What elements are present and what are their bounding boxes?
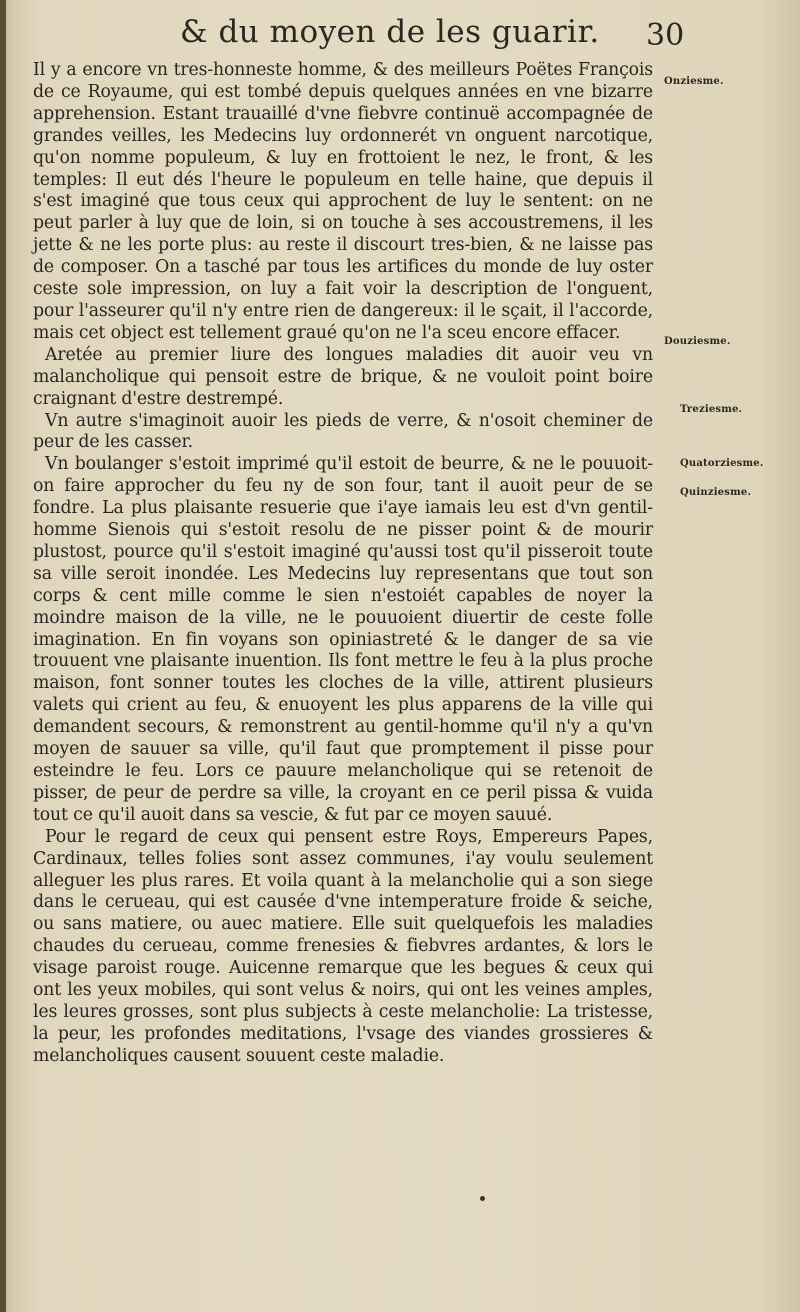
running-title: & du moyen de les guarir. xyxy=(180,14,600,50)
margin-note-quatorziesme: Quatorziesme. xyxy=(680,458,764,469)
binding-edge xyxy=(0,0,6,1312)
margin-note-treziesme: Treziesme. xyxy=(680,404,743,415)
paragraph-baker: Vn boulanger s'estoit imprimé qu'il estoit de beurre, & ne le pouuoit-on faire approcher du feu ny de son four, tant il auoit peur de se fondre. La plus plaisante resuerie que i'aye iamais leu est d'vn gentil-homme Sienois qui s'estoit resolu de ne pisser point & de mourir plustost, pource qu'il s'estoit imaginé qu'aussi tost qu'il pisseroit toute sa ville seroit inondée. Les Medecins luy representans que tout son corps & cent mille comme le sien n'estoiét capables de noyer la moindre maison de la ville, ne le pouuoient diuertir de ceste folle imagination. En fin voyans son opiniastreté & le danger de sa vie trouuent vne plaisante inuention. Ils font mettre le feu à la plus proche maison, font sonner toutes les cloches de la ville, attirent plusieurs valets qui crient au feu, & enuoyent les plus apparens de la ville qui demandent secours, & remonstrent au gentil-homme qu'il n'y a qu'vn moyen de sauuer sa ville, qu'il faut que promptement il pisse pour esteindre le feu. Lors ce pauure melancholique qui se retenoit de pisser, de peur de perdre sa ville, la croyant en ce peril pissa & vuida tout ce qu'il auoit dans sa vescie, & fut par ce moyen sauué. xyxy=(33,454,653,825)
margin-note-douziesme: Douziesme. xyxy=(664,336,731,347)
ink-dot xyxy=(480,1196,485,1201)
page-number: 30 xyxy=(646,18,685,53)
paragraph-aretee: Aretée au premier liure des longues maladies dit auoir veu vn malancholique qui pensoit estre de brique, & ne vouloit point boire craignant d'estre destrempé. xyxy=(33,344,653,409)
paragraph-poet: Il y a encore vn tres-honneste homme, & des meilleurs Poëtes François de ce Royaume, qui est tombé depuis quelques années en vne bizarre apprehension. Estant trauaillé d'vne fiebvre continuë accompagnée de grandes veilles, les Medecins luy ordonnerét vn onguent narcotique, qu'on nomme populeum, & luy en frottoient le nez, le front, & les temples: Il eut dés l'heure le populeum en telle haine, que depuis il s'est imaginé que tous ceux qui approchent de luy le sentent: on ne peut parler à luy que de loin, si on touche à ses accoustremens, il les jette & ne les porte plus: au reste il discourt tres-bien, & ne laisse pas de composer. On a tasché par tous les artifices du monde de luy oster ceste sole impression, on luy a fait voir la description de l'onguent, pour l'asseurer qu'il n'y entre rien de dangereux: il le sçait, il l'accorde, mais cet object est tellement graué qu'on ne l'a sceu encore effacer. xyxy=(33,60,653,343)
paragraph-conclusion: Pour le regard de ceux qui pensent estre Roys, Empereurs Papes, Cardinaux, telles folies sont assez communes, i'ay voulu seulement alleguer les plus rares. Et voila quant à la melancholie qui a son siege dans le cerueau, qui est causée d'vne intemperature froide & seiche, ou sans matiere, ou auec matiere. Elle suit quelquefois les maladies chaudes du cerueau, comme frenesies & fiebvres ardantes, & lors le visage paroist rouge. Auicenne remarque que les begues & ceux qui ont les yeux mobiles, qui sont velus & noirs, qui ont les veines amples, les leures grosses, sont plus subjects à ceste melancholie: La tristesse, la peur, les profondes meditations, l'vsage des viandes grossieres & melancholiques causent souuent ceste maladie. xyxy=(33,826,653,1066)
margin-note-onziesme: Onziesme. xyxy=(664,76,724,87)
margin-note-quinziesme: Quinziesme. xyxy=(680,487,752,498)
main-text xyxy=(33,60,653,1068)
paragraph-glass-feet: Vn autre s'imaginoit auoir les pieds de verre, & n'osoit cheminer de peur de les casser. xyxy=(33,410,653,453)
